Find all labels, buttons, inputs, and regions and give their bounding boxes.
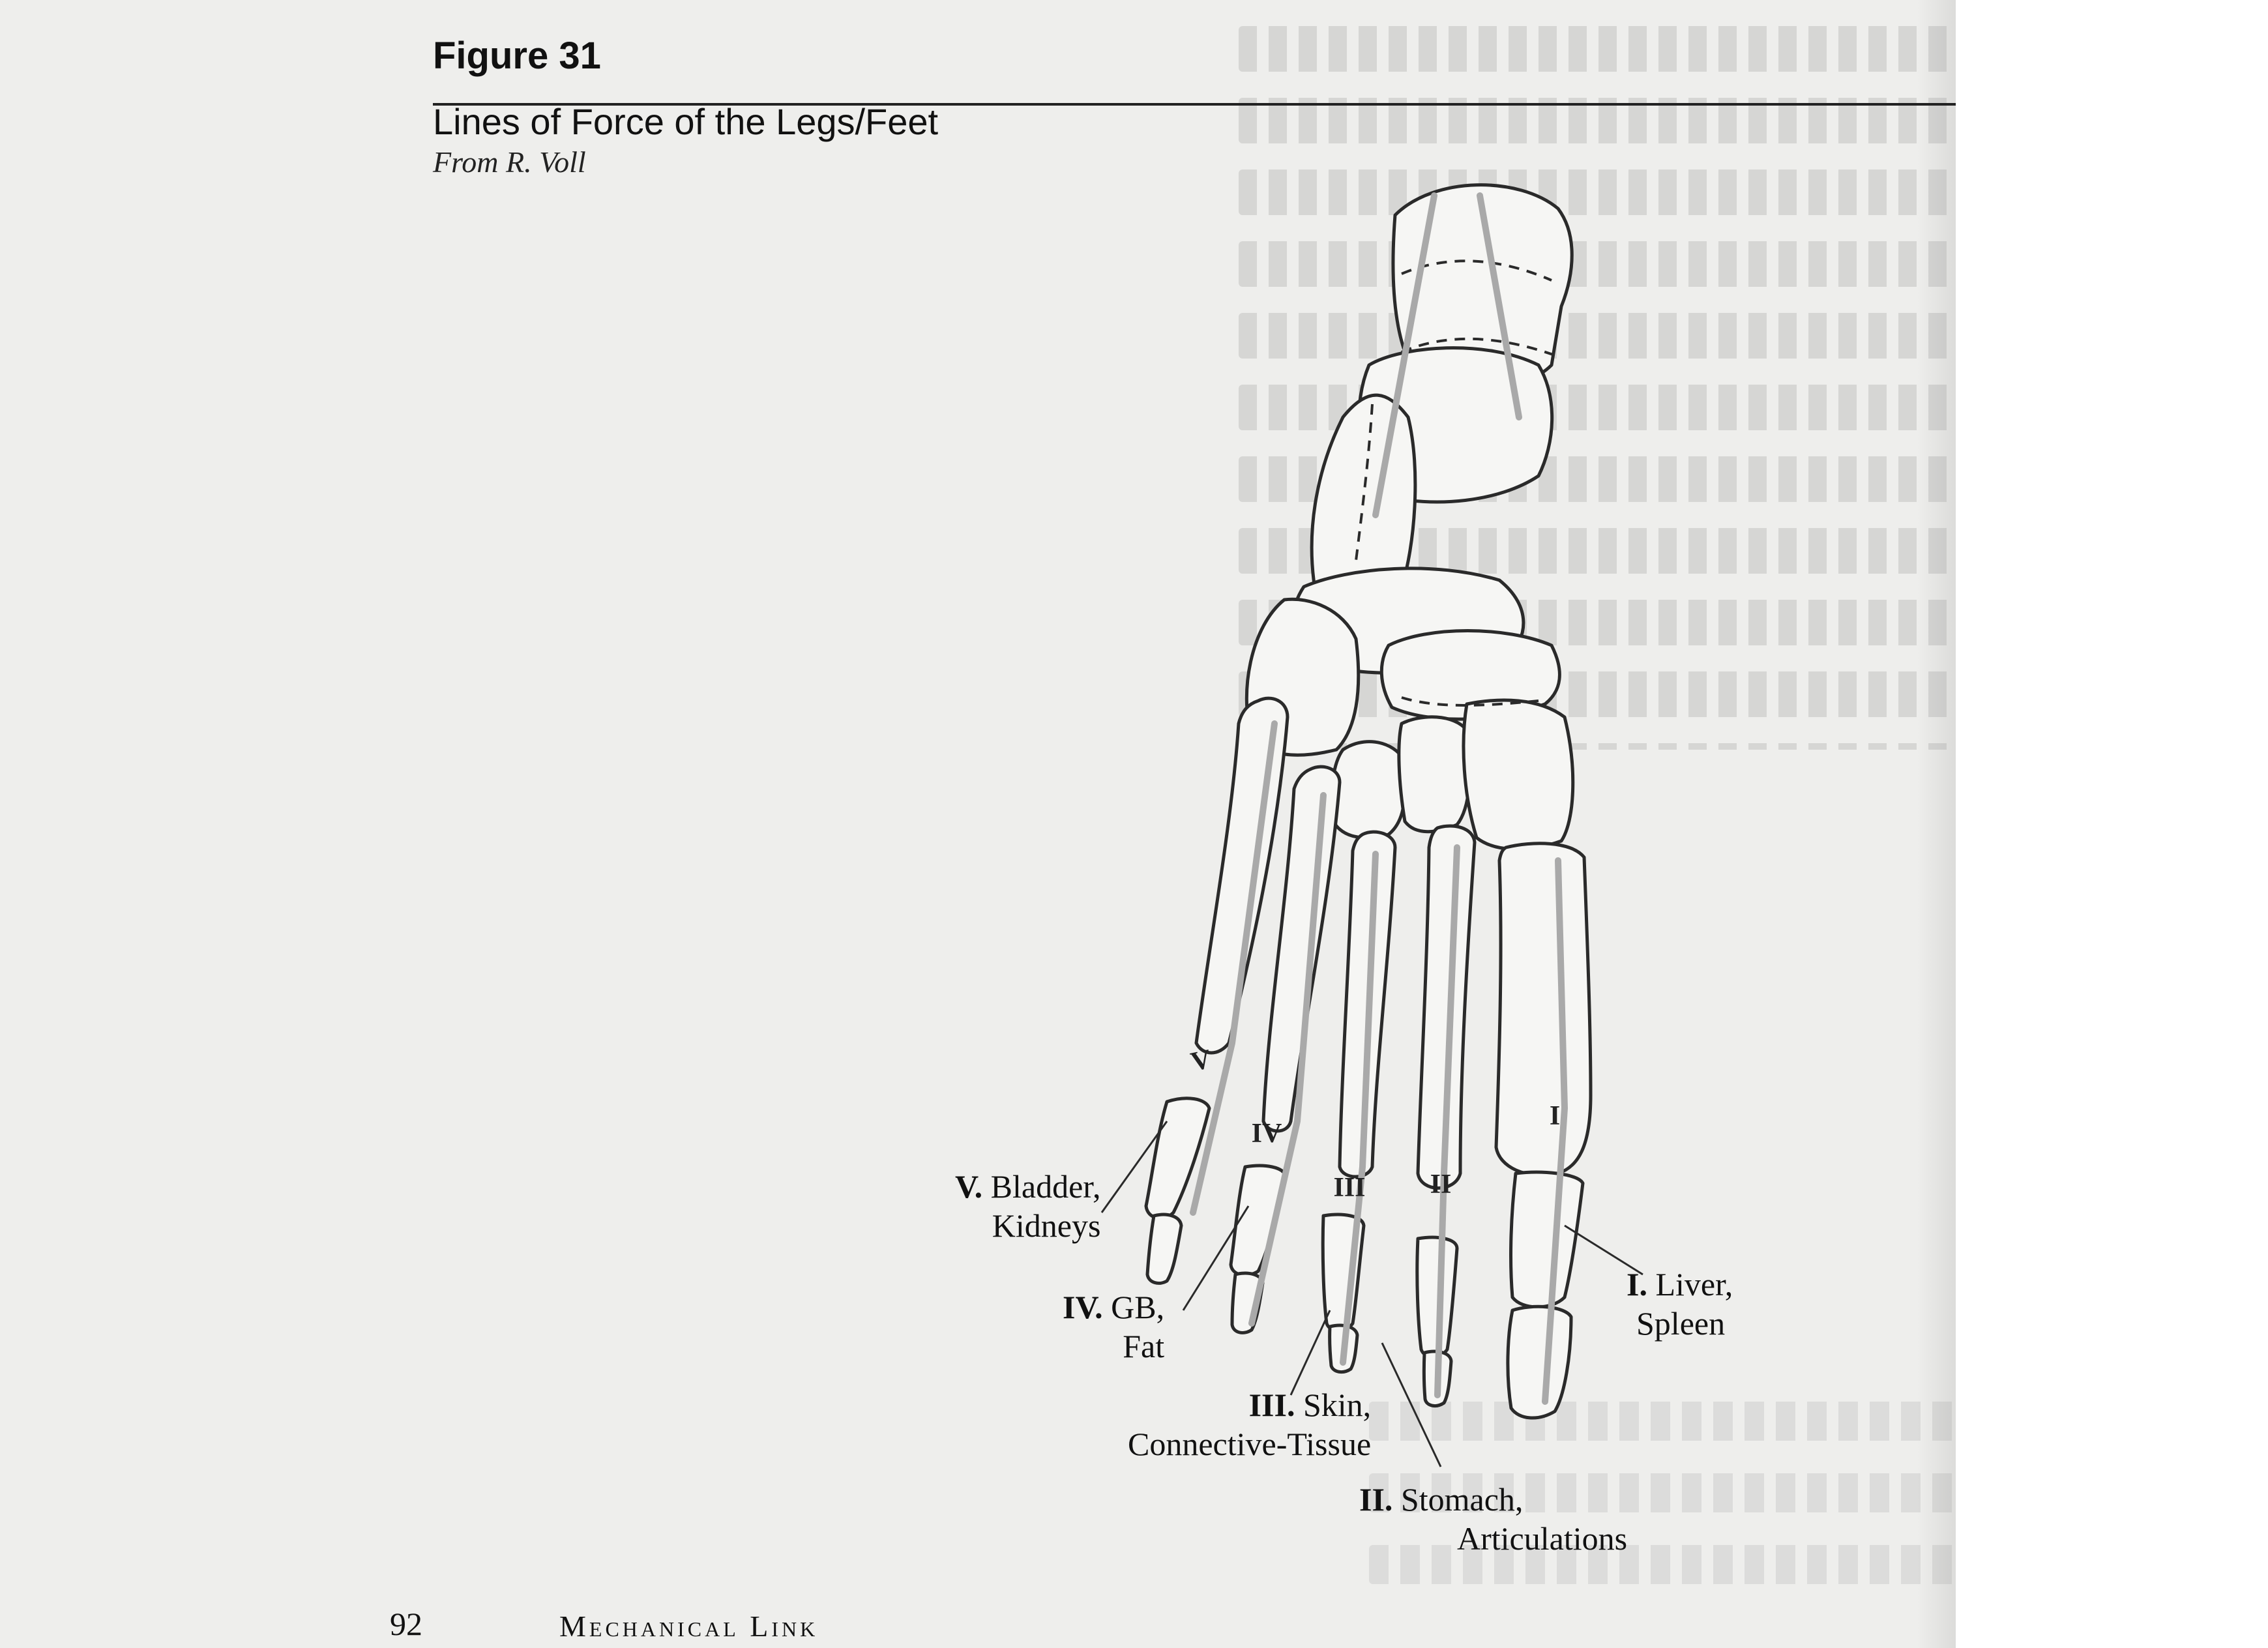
running-head: Mechanical Link bbox=[559, 1610, 819, 1643]
label-toe-v bbox=[955, 1167, 1100, 1245]
figure-number: Figure 31 bbox=[433, 35, 601, 77]
toe-numeral-ii: II bbox=[1430, 1170, 1452, 1199]
figure-title: Lines of Force of the Legs/Feet bbox=[433, 101, 939, 142]
label-toe-i-line1: Liver, bbox=[1647, 1266, 1733, 1302]
leader-line-iii bbox=[1291, 1310, 1330, 1395]
toe-numeral-i: I bbox=[1549, 1101, 1561, 1131]
label-toe-v-numeral: V. bbox=[955, 1168, 983, 1205]
label-toe-i-line2: Spleen bbox=[1636, 1305, 1726, 1342]
label-toe-ii-line2: Articulations bbox=[1457, 1520, 1628, 1557]
label-toe-v-line1: Bladder, bbox=[982, 1168, 1101, 1205]
toe-numeral-iii: III bbox=[1333, 1173, 1366, 1203]
label-toe-iii-numeral: III. bbox=[1248, 1387, 1295, 1423]
toe-numeral-v: V bbox=[1188, 1044, 1214, 1078]
label-toe-iv-numeral: IV. bbox=[1063, 1289, 1103, 1325]
distal-phalanx-i-bone bbox=[1508, 1306, 1571, 1418]
label-toe-iv-line2: Fat bbox=[1123, 1328, 1165, 1364]
intermediate-cuneiform-bone bbox=[1399, 717, 1470, 832]
proximal-phalanx-v-bone bbox=[1146, 1098, 1209, 1218]
label-toe-iii-line2: Connective-Tissue bbox=[1128, 1426, 1372, 1462]
label-toe-iii bbox=[1128, 1385, 1371, 1464]
label-toe-v-line2: Kidneys bbox=[992, 1207, 1101, 1244]
figure-source: From R. Voll bbox=[433, 145, 586, 179]
label-toe-ii-line1: Stomach, bbox=[1392, 1481, 1524, 1518]
distal-phalanx-v-bone bbox=[1147, 1214, 1181, 1283]
toe-numeral-iv: IV bbox=[1251, 1119, 1282, 1149]
page-number: 92 bbox=[390, 1606, 422, 1642]
label-toe-iv bbox=[1063, 1288, 1164, 1366]
proximal-phalanx-i-bone bbox=[1511, 1172, 1583, 1307]
label-toe-iii-line1: Skin, bbox=[1295, 1387, 1372, 1423]
label-toe-i-numeral: I. bbox=[1627, 1266, 1647, 1302]
metatarsal-i-bone bbox=[1496, 844, 1591, 1175]
label-toe-ii bbox=[1359, 1480, 1627, 1558]
medial-cuneiform-bone bbox=[1464, 700, 1573, 849]
label-toe-iv-line1: GB, bbox=[1102, 1289, 1165, 1325]
label-toe-i bbox=[1627, 1265, 1733, 1343]
label-toe-ii-numeral: II. bbox=[1359, 1481, 1393, 1518]
lateral-cuneiform-bone bbox=[1332, 742, 1405, 838]
